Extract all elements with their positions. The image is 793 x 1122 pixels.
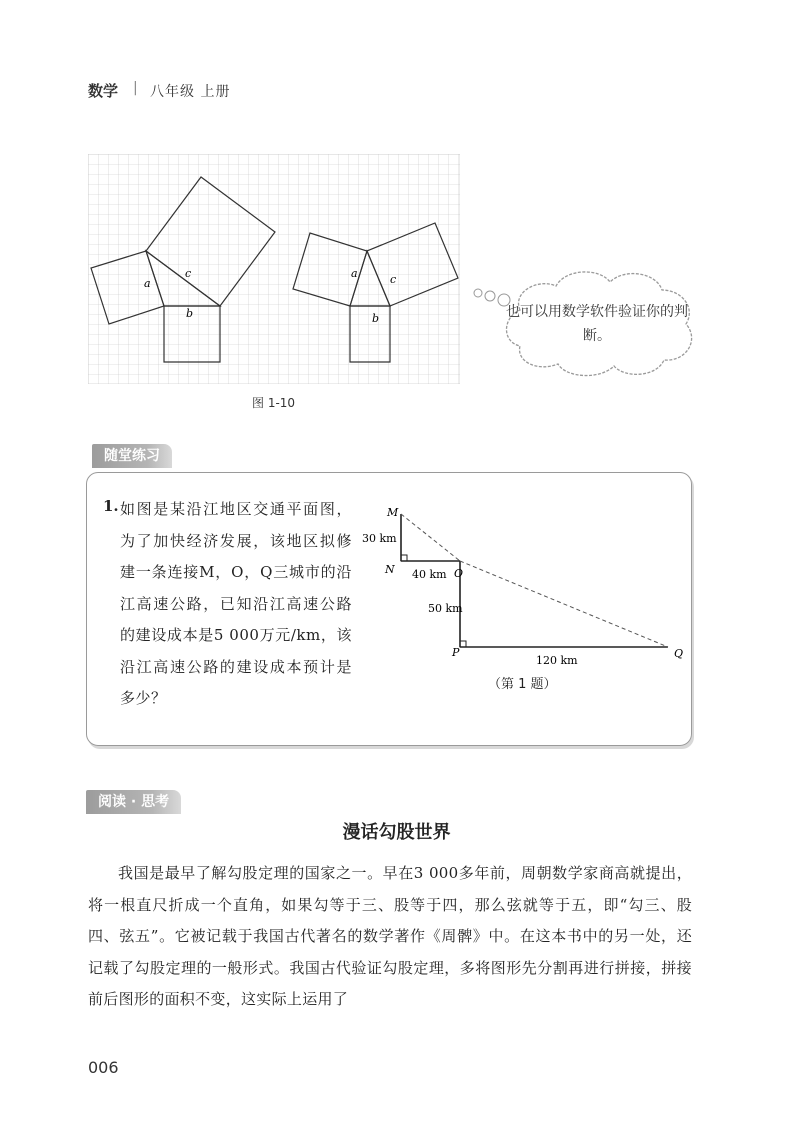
- question-number: 1.: [103, 497, 119, 515]
- figure-grid-squares: [88, 154, 460, 384]
- right-label-c: c: [390, 273, 397, 286]
- header-separator: |: [133, 80, 138, 96]
- point-N: N: [385, 563, 395, 576]
- right-label-b: b: [372, 312, 380, 325]
- dashed-MO: [401, 514, 460, 561]
- dashed-OQ: [460, 561, 668, 647]
- header-grade: 八年级 上册: [150, 84, 231, 100]
- point-P: P: [452, 646, 460, 659]
- question-text: 如图是某沿江地区交通平面图，为了加快经济发展，该地区拟修建一条连接M，O，Q三城市的沿江高速公路，已知沿江高速公路的建设成本是5 000万元/km，该沿江高速公路的建设成本预计是多少？: [120, 500, 352, 707]
- article-body: [88, 858, 692, 1016]
- point-M: M: [387, 506, 399, 519]
- point-Q: Q: [674, 647, 684, 660]
- right-label-a: a: [351, 267, 358, 280]
- article-title: 漫话勾股世界: [342, 822, 451, 843]
- article-paragraph: 我国是最早了解勾股定理的国家之一。早在3 000多年前，周朝数学家商高就提出，将一根直尺折成一个直角，如果勾等于三、股等于四，那么弦就等于五，即“勾三、股四、弦五”。它被记载于我国古代著名的数学著作《周髀》中。在这本书中的另一处，还记载了勾股定理的一般形式。我国古代验证勾股定理，多将图形先分割再进行拼接，拼接前后图形的面积不变，这实际上运用了: [88, 864, 692, 1008]
- right-angle-P: [460, 641, 466, 647]
- left-label-a: a: [144, 277, 151, 290]
- grid-background: [88, 154, 460, 384]
- length-MN: 30 km: [362, 532, 397, 545]
- length-OP: 50 km: [428, 602, 463, 615]
- diagram-caption: （第 1 题）: [488, 677, 557, 692]
- length-NO: 40 km: [412, 568, 447, 581]
- point-O: O: [454, 567, 464, 580]
- header-subject: 数学: [88, 82, 119, 100]
- right-angle-N: [401, 555, 407, 561]
- cloud-text: 也可以用数学软件验证你的判断。: [506, 304, 688, 344]
- left-label-b: b: [186, 307, 194, 320]
- reading-tab: 阅读 · 思考: [86, 790, 181, 814]
- left-label-c: c: [185, 267, 192, 280]
- exercise-tab: 随堂练习: [92, 444, 172, 468]
- traffic-diagram: [356, 500, 690, 668]
- figure-caption: 图 1-10: [252, 396, 296, 410]
- page-number: 006: [88, 1058, 119, 1077]
- length-PQ: 120 km: [536, 654, 578, 667]
